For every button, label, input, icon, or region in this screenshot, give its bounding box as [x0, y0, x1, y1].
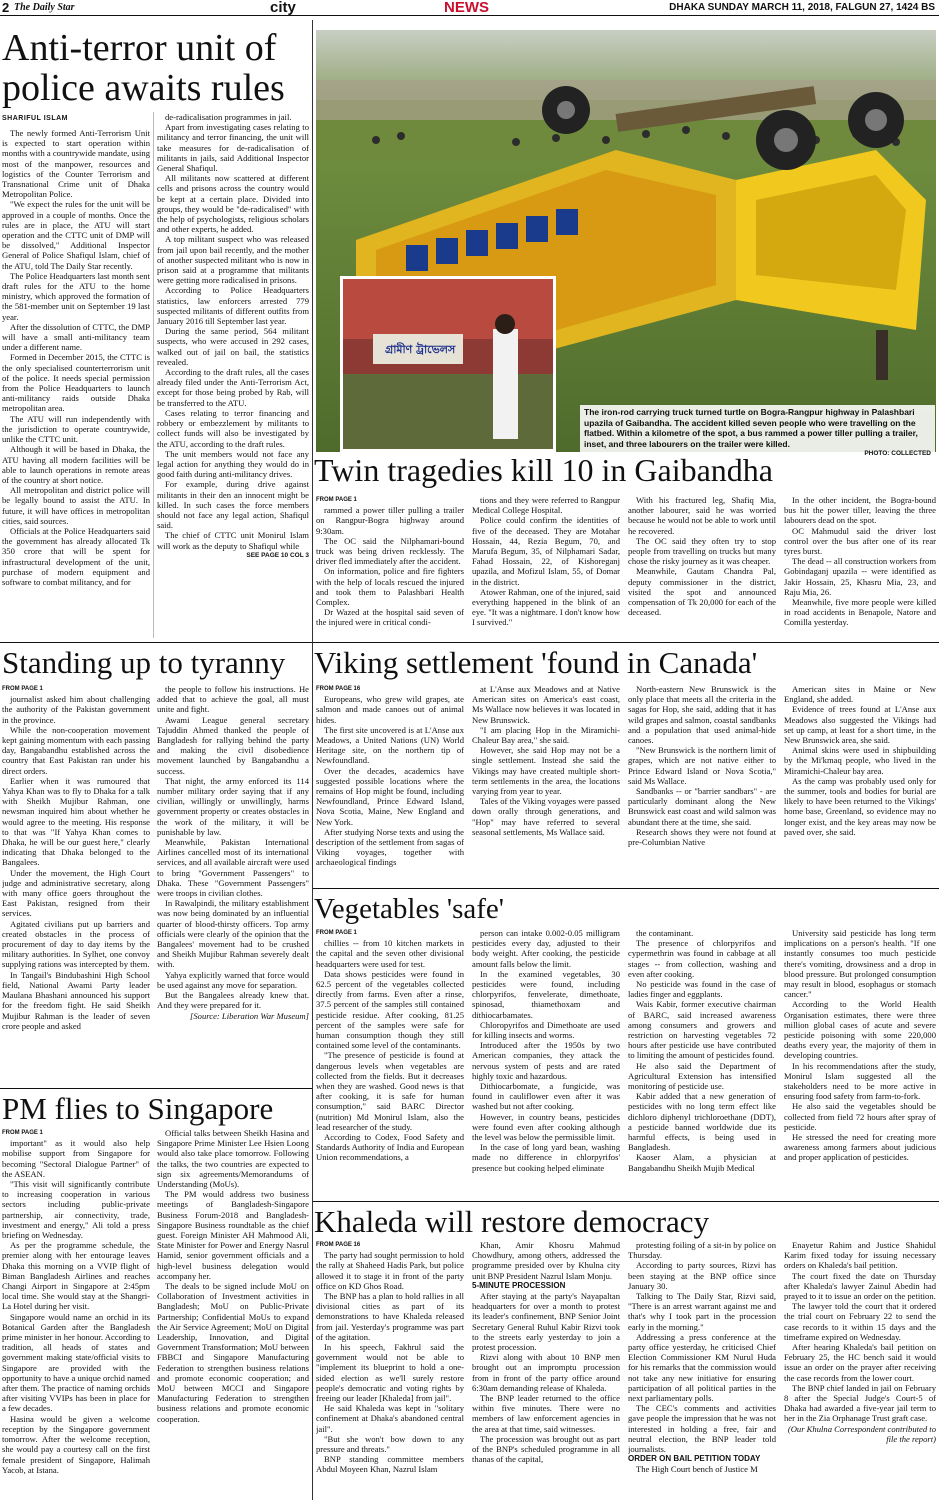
paragraph: Although it will be based in Dhaka, the ATU having all modern facilities will be able to launch operations in remote areas of the country at short notice. — [2, 444, 150, 485]
paragraph: Chloropyrifos and Dimethoate are used for killing insects and worms. — [472, 1019, 620, 1041]
paragraph: The OC said the Nilphamari-bound truck was being driven recklessly. The driver fled immediately after the accident. — [316, 535, 464, 567]
paragraph: Khan, Amir Khosru Mahmud Chowdhury, among others, addressed the programme presided over by Khulna city unit BNP President Nazrul Islam Monju. — [472, 1240, 620, 1281]
paragraph: Cases relating to terror financing and robbery or embezzlement by militants to collect funds will also be investigated by the ATU, according to the draft rules. — [157, 407, 309, 449]
category-label: NEWS — [444, 0, 489, 16]
paragraph: While the non-cooperation movement kept gaining momentum with each passing day, Bangabandhu established across the country that East Pakistan ran under his direct orders. — [2, 724, 150, 776]
section-rule — [313, 888, 939, 889]
paragraph: According to the World Health Organisation estimates, there were three million global cases of acute and severe pesticide poisoning with some 220,000 deaths every year, the majority of them in developing countries. — [784, 999, 936, 1061]
paragraph: Animal skins were used in shipbuilding by the Mi'kmaq people, who lived in the Miramichi-Chaleur bay area. — [784, 745, 936, 776]
paragraph: ORDER ON BAIL PETITION TODAY — [628, 1454, 761, 1464]
paragraph: Agitated civilians put up barriers and created obstacles in the process of procurement of day to day items by the military authorities. In Sylhet, one convoy supplying rations was intercepted by them. — [2, 918, 150, 970]
paragraph: Data shows pesticides were found in 62.5 percent of the vegetables collected directly from farms. Even after a rinse, 37.5 percent of the samples still contained pesticide residue. After cooking, 81.25 percent of the samples were safe for human consumption though they still contained some level of the contaminants. — [316, 968, 464, 1051]
paragraph: Hasina would be given a welcome reception by the Singapore government tomorrow. After the welcome reception, she would pay a courtesy call on the first female president of Singapore, Halimah Yacob, at Istana. — [2, 1413, 150, 1475]
article-column — [316, 1240, 464, 1498]
page-divider — [312, 20, 313, 1500]
inset-bus-photo — [340, 276, 556, 452]
article-column — [2, 684, 150, 1084]
paragraph: In Tangail's Bindubashini High School field, National Awami Party leader Maulana Bhashani announced his support for the freedom fight. He said Sheikh Mujibur Rahman is the leader of seven crore people and asked — [2, 969, 150, 1031]
paragraph: The BNP chief landed in jail on February 8 after the Special Judge's Court-5 of Dhaka had awarded a five-year jail term to her in the Zia Orphanage Trust graft case. — [784, 1382, 936, 1424]
section-rule — [0, 1088, 312, 1089]
paragraph: The procession was brought out as part of the BNP's scheduled programme in all thanas of the capital, — [472, 1433, 620, 1465]
article-column — [316, 928, 464, 1198]
paragraph: The court fixed the date on Thursday after Khaleda's lawyer Zainul Abedin had prayed to it to issue an order on the petition. — [784, 1270, 936, 1302]
paragraph: rammed a power tiller pulling a trailer on Rangpur-Bogra highway around 9:30am. — [316, 505, 464, 536]
paragraph: The BNP leader returned to the office within five minutes. There were no members of law enforcement agencies in the area at that time, said witnesses. — [472, 1393, 620, 1434]
paragraph: He also said the Department of Agricultural Extension has intensified monitoring of pesticide use. — [628, 1060, 776, 1092]
paragraph: Talking to The Daily Star, Rizvi said, "There is an arrest warrant against me and that's why I took part in the procession early in the morning." — [628, 1291, 776, 1332]
article-column — [157, 1128, 309, 1498]
paragraph: No pesticide was found in the case of ladies finger and eggplants. — [628, 979, 776, 1000]
article-column — [784, 1240, 936, 1498]
paragraph: chillies -- from 10 kitchen markets in the capital and the seven other divisional headquarters were used for test. — [316, 938, 464, 969]
paragraph: "I am placing Hop in the Miramichi-Chaleur Bay area," she said. — [472, 724, 620, 746]
paragraph: Kabir added that a new generation of pesticides with no long term effect like dichloro diphenyl trichloroethane (DDT), a pesticide banned worldwide due its harmful effects, is being used in Bangladesh. — [628, 1091, 776, 1153]
from-page-label: FROM PAGE 16 — [316, 686, 361, 692]
from-page-label: FROM PAGE 1 — [2, 686, 43, 692]
paragraph: The chief of CTTC unit Monirul Islam will work as the deputy to Shafiqul while — [157, 530, 309, 551]
section-label: city — [270, 0, 296, 16]
article-column — [628, 684, 776, 884]
paragraph: journalist asked him about challenging the authority of the Pakistan government in the province. — [2, 694, 150, 725]
paragraph: In his recommendations after the study, Monirul Islam suggested all the stakeholders need to be more active in ensuring food safety from farm-to-fork. — [784, 1060, 936, 1102]
from-page-label: FROM PAGE 1 — [2, 1130, 43, 1136]
inset-bus-text: গ্রামীণ ট্রাভেলস — [385, 343, 456, 356]
paragraph: According to Police Headquarters statistics, law enforcers arrested 779 suspected militants of different outfits from January 2016 till September last year. — [157, 285, 309, 327]
paragraph: The party had sought permission to hold the rally at Shaheed Hadis Park, but police allowed it to stage it in front of the party office on KD Ghos Road. — [316, 1250, 464, 1291]
paragraph: OC Mahmudul said the driver lost control over the bus after one of its rear tyres burst. — [784, 525, 936, 557]
paragraph: According to party sources, Rizvi has been staying at the BNP office since January 30. — [628, 1260, 776, 1291]
paragraph: University said pesticide has long term implications on a person's health. "If one instantly consumes too much pesticide there's vomiting, drowsiness and a drop in blood pressure. But prolonged consumption may result in blood, esophagus or stomach cancer." — [784, 928, 936, 1000]
paragraph: After studying Norse texts and using the description of the settlement from sagas of Viking voyages, together with archaeological findings — [316, 826, 464, 868]
article-column — [784, 928, 936, 1198]
paragraph: BNP standing committee members Abdul Moyeen Khan, Nazrul Islam — [316, 1454, 464, 1475]
paragraph: "This visit will significantly contribute to increasing cooperation in various sectors including public-private partnership, air connectivity, trade, investment and energy," Ali told a press briefing on Wednesday. — [2, 1179, 150, 1241]
paragraph: As the camp was probably used only for the summer, tools and bodies for burial are likely to have been returned to the Vikings' home base, Greenland, so evidence may no longer exist, and the key areas may now be paved over, she said. — [784, 775, 936, 837]
article-column — [784, 495, 936, 640]
paragraph: Yahya explicitly warned that force would be used against any move for separation. — [157, 969, 309, 990]
article-column — [472, 684, 620, 884]
paragraph: All metropolitan and district police will be legally bound to assist the ATU. In future, it will have offices in metropolitan cities, said sources. — [2, 485, 150, 526]
paragraph: That night, the army enforced its 114 number military order saying that if any civilian, willingly or unwillingly, harms government property or creates obstacles in the work of the military, it will be punishable by law. — [157, 775, 309, 837]
paragraph: Evidence of trees found at L'Anse aux Meadows also suggested the Vikings had set up camp, at least for a short time, in the New Brunswick area, she said. — [784, 704, 936, 746]
article-column — [2, 128, 150, 638]
article-column — [784, 684, 936, 884]
paragraph: The BNP has a plan to hold rallies in all divisional cities as part of its demonstrations to have Khaleda released from jail. Yesterday's programme was part of the agitation. — [316, 1291, 464, 1342]
dateline: DHAKA SUNDAY MARCH 11, 2018, FALGUN 27, 1424 BS — [669, 2, 935, 13]
paragraph: The CEC's comments and activities gave people the impression that he was not interested in holding a free, fair and neutral election, the BNP leader told journalists. — [628, 1403, 776, 1455]
from-page-label: FROM PAGE 1 — [316, 497, 357, 503]
paragraph: "But she won't bow down to any pressure and threats." — [316, 1433, 464, 1455]
paragraph: Officials at the Police Headquarters said the government has already allocated Tk 350 crore that will be spent for infrastructural development of the unit, purchase of modern equipment and software to combat militancy, and for — [2, 525, 150, 587]
paragraph: Europeans, who grew wild grapes, ate salmon and made canoes out of animal hides. — [316, 694, 464, 725]
paragraph: After the dissolution of CTTC, the DMP will have a small anti-militancy team under a different name. — [2, 321, 150, 353]
caption-text: The iron-rod carrying truck turned turtle on Bogra-Rangpur highway in Palashbari upazila of Gaibandha. The accident killed seven people who were travelling on the flatbed. Within a kilometre of the spot, a bus rammed a power tiller pulling a trailer, inset, and three labourers on the trailer were killed. — [584, 407, 918, 449]
paragraph: American sites in Maine or New England, she added. — [784, 684, 936, 705]
paragraph: The Police Headquarters last month sent draft rules for the ATU to the home ministry, which approved the formation of the 581-member unit on September 19 last year. — [2, 270, 150, 322]
paragraph: important" as it would also help mobilise support from Singapore for becoming "Sectoral Dialogue Partner" of the ASEAN. — [2, 1138, 150, 1179]
paragraph: de-radicalisation programmes in jail. — [165, 112, 292, 122]
headline-antiterror: Anti-terror unit of police awaits rules — [2, 27, 285, 109]
paragraph: protesting foiling of a sit-in by police on Thursday. — [628, 1240, 776, 1261]
paragraph: Atower Rahman, one of the injured, said everything happened in the blink of an eye. "It was a nightmare. I don't know how I survived." — [472, 586, 620, 628]
article-column — [472, 1240, 620, 1498]
paragraph: "New Brunswick is the northern limit of grapes, which are not native either to Prince Edward Island or Nova Scotia," said Ms Wallace. — [628, 745, 776, 786]
paragraph: On information, police and fire fighters with the help of locals rescued the injured and took them to Palashbari Health Complex. — [316, 566, 464, 608]
paragraph: The dead -- all construction workers from Gobindaganj upazila -- were identified as Jakir Hossain, 25, Khasru Mia, 23, and Raju Mia, 26. — [784, 556, 936, 597]
paragraph: All militants now scattered at different cells and prisons across the country would be kept at a certain place. Divided into groups, they would be "de-radicalised" with the help of psychologists, religious scholars and other experts, he added. — [157, 173, 309, 235]
page-number: 2 — [2, 0, 10, 15]
paragraph: Sandbanks -- or "barrier sandbars" - are particularly dominant along the New Brunswick east coast and wild salmon was abundant there at the time, she said. — [628, 786, 776, 827]
headline-khaleda: Khaleda will restore democracy — [314, 1204, 710, 1239]
paragraph: However, she said Hop may not be a single settlement. Instead she said the Vikings may have created multiple short-term settlements in the area, the locations varying from year to year. — [472, 745, 620, 797]
article-column — [628, 495, 776, 640]
paragraph: Police could confirm the identities of five of the deceased. They are Motahar Hossain, 44, Rezia Begum, 70, and Marufa Begum, 35, of Nilphamari Sadar, Fahad Hossain, 22, of Kishoreganj upazila, and Mofizul Islam, 55, of Domar in the district. — [472, 515, 620, 587]
article-column — [2, 1128, 150, 1498]
headline-viking: Viking settlement 'found in Canada' — [314, 645, 758, 680]
article-column — [472, 495, 620, 640]
paragraph: The first site uncovered is at L'Anse aux Meadows, a United Nations (UN) World Heritage site, on the northern tip of Newfoundland. — [316, 724, 464, 766]
article-column — [628, 1240, 776, 1498]
paragraph: Dr Wazed at the hospital said seven of the injured were in critical condi- — [316, 607, 464, 628]
from-page-label: FROM PAGE 1 — [316, 930, 357, 936]
paragraph: Introduced after the 1950s by two American companies, they attack the nervous system of pests and are rated highly toxic and hazardous. — [472, 1040, 620, 1081]
paragraph: He said Khaleda was kept in "solitary confinement at Dhaka's abandoned central jail". — [316, 1403, 464, 1434]
paragraph: Research shows they were not found at pre-Columbian Native — [628, 826, 776, 848]
paragraph: Meanwhile, Gautam Chandra Pal, deputy commissioner in the district, visited the spot and announced compensation of Tk 20,000 for each of the deceased. — [628, 566, 776, 618]
paragraph: Awami League general secretary Tajuddin Ahmed thanked the people of Bangladesh for rallying behind the party and making the civil disobedience movement launched by Bangabandhu a success. — [157, 714, 309, 776]
paragraph: He stressed the need for creating more awareness among farmers about judicious and proper application of pesticides. — [784, 1132, 936, 1163]
byline: SHARIFUL ISLAM — [2, 115, 68, 122]
page-header — [0, 0, 939, 16]
paragraph: He also said the vegetables should be collected from field 72 hours after spray of pesticide. — [784, 1101, 936, 1132]
paragraph: The OC said they often try to stop people from travelling on trucks but many chose the risky journey as it was cheaper. — [628, 535, 776, 567]
paragraph: Addressing a press conference at the party office yesterday, he criticised Chief Election Commissioner KM Nurul Huda for his remarks that the commission would not take any new initiative for ensuring participation of all political parties in the next parliamentary polls. — [628, 1331, 776, 1404]
paragraph: The lawyer told the court that it ordered the trial court on February 22 to send the case records to it within 15 days and the timeframe expired on Wednesday. — [784, 1301, 936, 1342]
paragraph: After hearing Khaleda's bail petition on February 25, the HC bench said it would issue an order on the prayer after receiving the case records from the lower court. — [784, 1342, 936, 1383]
article-column — [157, 684, 309, 1084]
paragraph: However, in country beans, pesticides were found even after cooking although the level was below the permissible limit. — [472, 1111, 620, 1143]
article-column — [316, 495, 464, 640]
paragraph: As per the programme schedule, the premier along with her entourage leaves Dhaka this morning on a VVIP flight of Biman Bangladesh Airlines and reaches Changi Airport in Singapore at 2:45pm local time. She would stay at the Shangri-La Hotel during her visit. — [2, 1240, 150, 1312]
paragraph: But the Bangalees already knew that. And they were prepared for it. — [157, 990, 309, 1011]
paragraph: In the examined vegetables, 30 pesticides were found, including chlorpyrifos, fenvelerate, dimethoate, spinosad, thiamethoxam and dithiocarbamates. — [472, 968, 620, 1020]
paragraph: The ATU will run independently with the jurisdiction to operate countrywide, unlike the CTTC unit. — [2, 413, 150, 445]
masthead-logo: The Daily Star — [14, 2, 75, 13]
paragraph: Apart from investigating cases relating to militancy and terror financing, the unit will take measures for de-radicalisation of militants in jails, said Additional Inspector General Shafiqul. — [157, 122, 309, 174]
paragraph: Enayetur Rahim and Justice Shahidul Karim fixed today for issuing necessary orders on Khaleda's bail petition. — [784, 1240, 936, 1271]
paragraph: In the other incident, the Bogra-bound bus hit the power tiller, leaving the three labourers dead on the spot. — [784, 495, 936, 526]
paragraph: Earlier when it was rumoured that Yahya Khan was to fly to Dhaka for a talk with Sheikh Mujibur Rahman, one newsman inquired him about whether he would agree to the meeting. His response to that was "If Yahya Khan comes to Dhaka, he will be our guest here," clearly indicating that Dhaka belonged to the Bangalees. — [2, 775, 150, 868]
article-column — [316, 684, 464, 884]
bus-image — [343, 279, 553, 449]
paragraph: A top militant suspect who was released from jail upon bail recently, and the mother of another suspected militant who is now in prison said at a programme that militants were getting more radicalised in prisons. — [157, 234, 309, 286]
paragraph: North-eastern New Brunswick is the only place that meets all the criteria in the sagas for Hop, she said, adding that it has wild grapes and salmon, coastal sandbanks and a population that used animal-hide canoes. — [628, 684, 776, 746]
paragraph: After staying at the party's Nayapaltan headquarters for over a month to protest its leader's confinement, BNP Senior Joint Secretary General Ruhul Kabir Rizvi took to the streets early yesterday to join a protest procession. — [472, 1291, 620, 1353]
paragraph: tions and they were referred to Rangpur Medical College Hospital. — [472, 495, 620, 516]
continued-on-label: SEE PAGE 10 COL 3 — [246, 551, 309, 559]
source-note: (Our Khulna Correspondent contributed to file the report) — [787, 1423, 936, 1444]
paragraph: Over the decades, academics have suggested possible locations where the remains of Hop might be found, including Newfoundland, Prince Edward Island, Nova Scotia, Maine, New England and New York. — [316, 765, 464, 827]
paragraph: the contaminant. — [636, 928, 694, 938]
paragraph: the people to follow his instructions. He added that to achieve the goal, all must unite and fight. — [157, 684, 309, 715]
paragraph: The unit members would not face any legal action for anything they would do in good faith during anti-militancy drives. — [157, 448, 309, 480]
paragraph: Meanwhile, five more people were killed in road accidents in Benapole, Natore and Comilla yesterday. — [784, 597, 936, 628]
source-note: [Source: Liberation War Museum] — [190, 1010, 309, 1021]
article-column — [472, 928, 620, 1198]
paragraph: "The presence of pesticide is found at dangerous levels when vegetables are collected from the fields. But it decreases when they are washed. Good news is that after cooking, it is safe for human consumption," said BARC Director (nutrition) Md Monirul Islam, also the lead researcher of the study. — [316, 1050, 464, 1132]
paragraph: Dithiocarbomate, a fungicide, was found in cauliflower even after it was washed but not after cooking. — [472, 1081, 620, 1112]
section-rule — [313, 1201, 939, 1202]
headline-tyranny: Standing up to tyranny — [2, 645, 286, 680]
paragraph: Wais Kabir, former executive chairman of BARC, said increased awareness among consumers and growers and restriction on harvesting vegetables 72 hours after pesticide use have contributed to limiting the amount of pesticides found. — [628, 999, 776, 1061]
paragraph: Singapore would name an orchid in its Botanical Garden after the Bangladesh prime minister in her honour. According to tradition, all heads of states and government making state/official visits to Singapore are provided with the opportunity to have a unique orchid named after them. The practice of naming orchids after visiting VVIPs has been in place for a few decades. — [2, 1311, 150, 1414]
article-column — [628, 928, 776, 1198]
paragraph: According to the draft rules, all the cases already filed under the Anti-Terrorism Act, except for those being probed by Rab, will be transferred to the ATU. — [157, 367, 309, 408]
paragraph: With his fractured leg, Shafiq Mia, another labourer, said he was worried because he would not be able to work until he recovered. — [628, 495, 776, 536]
paragraph: Meanwhile, Pakistan International Airlines cancelled most of its international services, and all available aircraft were used to bring "Government Passengers" to Dhaka. These "Government Passengers" were troops in civilian clothes. — [157, 837, 309, 899]
paragraph: In Rawalpindi, the military establishment was now being dominated by an influential quarter of blood-thirsty officers. Top army officials were clearly of the opinion that the Bangalees' movement had to be crushed and Sheikh Mujibur Rahman severely dealt with. — [157, 898, 309, 970]
paragraph: For example, during drive against militants in their den an innocent might be killed. In such cases the force members should not face any legal action, Shafiqul said. — [157, 479, 309, 531]
paragraph: at L'Anse aux Meadows and at Native American sites on America's east coast, Ms Wallace now believes it was located in New Brunswick. — [472, 684, 620, 725]
headline-vegetables: Vegetables 'safe' — [314, 893, 505, 925]
paragraph: "We expect the rules for the unit will be approved in a couple of months. Once the rules are in place, the ATU will start operation and the CTTC unit of DMP will be dissolved," Additional Inspector General of Police Shafiqul Islam, chief of the ATU, told The Daily Star recently. — [2, 199, 150, 271]
paragraph: Under the movement, the High Court judge and administrative secretary, along with many office goers throughout the East Pakistan, resigned from their services. — [2, 867, 150, 919]
article-column — [157, 112, 309, 638]
paragraph: Tales of the Viking voyages were passed down orally through generations, and "Hop" may have referred to several seasonal settlements, Ms Wallace said. — [472, 796, 620, 837]
paragraph: The presence of chlorpyrifos and cypermethrin was found in cabbage at all stages -- from collection, washing and even after cooking. — [628, 938, 776, 979]
section-rule — [0, 642, 939, 643]
column-divider — [153, 112, 154, 638]
paragraph: The High Court bench of Justice M — [636, 1464, 758, 1475]
paragraph: Rizvi along with about 10 BNP men brought out an impromptu procession from in front of the party office around 6:30am demanding release of Khaleda. — [472, 1352, 620, 1393]
paragraph: Formed in December 2015, the CTTC is the only specialised counterterrorism unit of the police. It needs special permission from the Police Headquarters to launch anti-militancy raids outside Dhaka metropolitan area. — [2, 352, 150, 414]
paragraph: Kaoser Alam, a physician at Bangabandhu Sheikh Mujib Medical — [628, 1152, 776, 1173]
paragraph: The deals to be signed include MoU on Collaboration of Investment activities in Bangladesh; MoU on Public-Private Partnership; Confidential MoUs to expand the Air Service Agreement; MoU on Digital Leadership, Innovation, and Digital Government Transformation; MoU between FBBCI and Singapore Manufacturing Federation to strengthen business relations and promote economic cooperation; and MoU between MCCI and Singapore Manufacturing Federation to strengthen business relations and promote economic cooperation. — [157, 1281, 309, 1424]
from-page-label: FROM PAGE 16 — [316, 1242, 361, 1248]
paragraph: In the case of long yard bean, washing made no difference in chlorpyrifos' presence but cooking helped eliminate — [472, 1142, 620, 1173]
paragraph: The PM would address two business meetings of Bangladesh-Singapore Business Forum-2018 and Bangladesh-Singapore Business roundtable as the chief guest. Foreign Minister AH Mahmood Ali, State Minister for Power and Energy Nasrul Hamid, senior government officials and a high-level business delegation would accompany her. — [157, 1189, 309, 1281]
paragraph: In his speech, Fakhrul said the government would not be able to "implement its blueprint to hold a one-sided election as we'll surely restore people's democratic and voting rights by freeing our leader [Khaleda] from jail". — [316, 1342, 464, 1404]
paragraph: 5-MINUTE PROCESSION — [472, 1280, 566, 1290]
paragraph: The newly formed Anti-Terrorism Unit is expected to start operation within months with a countrywide mandate, using most of the manpower, resources and logistics of the Counter Terrorism and Transnational Crime unit of Dhaka Metropolitan Police. — [2, 128, 150, 200]
headline-twin-tragedies: Twin tragedies kill 10 in Gaibandha — [314, 452, 773, 488]
paragraph: During the same period, 564 militant suspects, who were accused in 292 cases, walked out of jail on bail, the statistics revealed. — [157, 326, 309, 367]
paragraph: Official talks between Sheikh Hasina and Singapore Prime Minister Lee Hsien Loong would also take place tomorrow. Following the talks, the two countries are expected to sign six agreements/Memorandums of Understanding (MoUs). — [157, 1128, 309, 1190]
headline-pm-singapore: PM flies to Singapore — [2, 1091, 274, 1126]
photo-credit: PHOTO: COLLECTED — [864, 450, 931, 457]
paragraph: person can intake 0.002-0.05 milligram pesticides every day, adjusted to their body weight. After cooking, the pesticide amount falls below the limit. — [472, 928, 620, 969]
accident-photo — [316, 30, 936, 452]
paragraph: According to Codex, Food Safety and Standards Authority of India and European Union recommendations, a — [316, 1132, 464, 1163]
